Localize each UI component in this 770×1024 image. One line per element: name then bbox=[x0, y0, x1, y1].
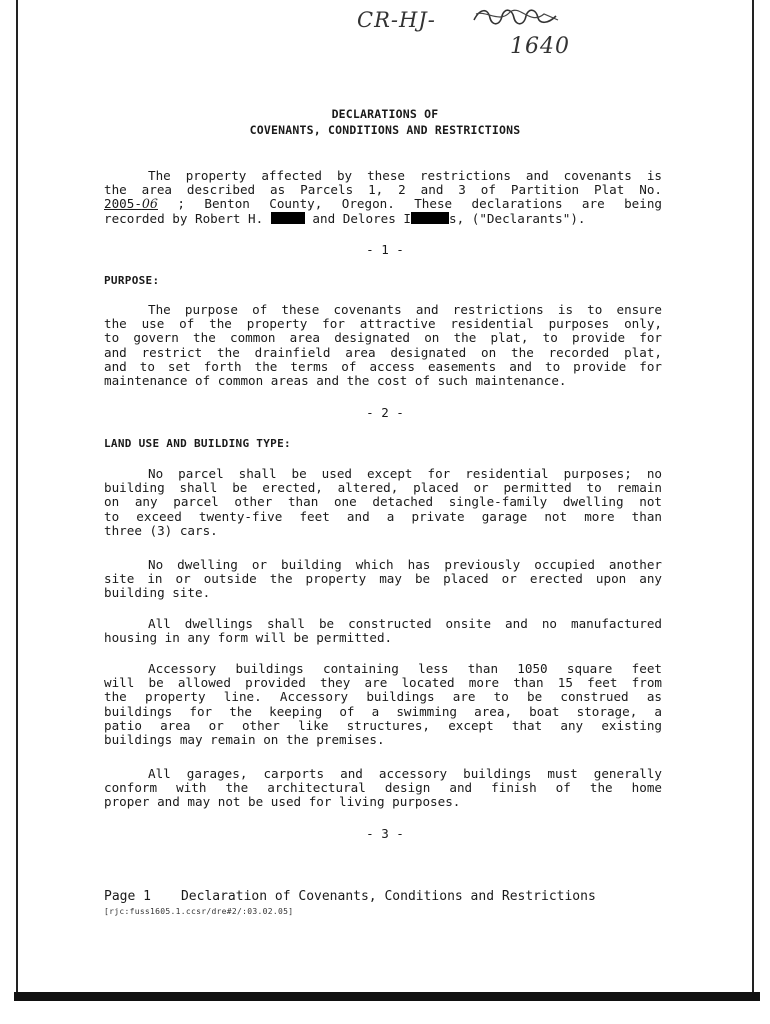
redaction-block bbox=[411, 212, 449, 224]
text-segment: ; Benton County, Oregon. These declarations are being bbox=[177, 197, 662, 212]
text-line: building shall be erected, altered, placed or permitted to remain bbox=[104, 481, 662, 496]
text-line: All dwellings shall be constructed onsite and no manufactured bbox=[148, 617, 662, 631]
text-line: maintenance of common areas and the cost of such maintenance. bbox=[104, 374, 567, 389]
text-line: No dwelling or building which has previously occupied another bbox=[148, 558, 662, 572]
text-line: will be allowed provided they are located more than 15 feet from bbox=[104, 676, 662, 691]
handwritten-scribble-icon bbox=[470, 6, 562, 28]
handwritten-record-number: CR-HJ- bbox=[357, 8, 436, 32]
text-line bbox=[104, 197, 662, 211]
purpose-paragraph bbox=[104, 303, 662, 388]
text-line: patio area or other like structures, except that any existing bbox=[104, 718, 662, 733]
text-line: The property affected by these restrictions and covenants is bbox=[148, 169, 662, 183]
text-line: No parcel shall be used except for residential purposes; no bbox=[148, 467, 662, 481]
section-number: - 3 - bbox=[366, 826, 404, 841]
text-line: buildings may remain on the premises. bbox=[104, 733, 385, 748]
text-line: proper and may not be used for living purposes. bbox=[104, 795, 461, 810]
text-line: building site. bbox=[104, 586, 211, 601]
section-number: - 1 - bbox=[366, 242, 404, 257]
land-use-paragraph-2 bbox=[104, 558, 662, 601]
text-line: All garages, carports and accessory buildings must generally bbox=[148, 767, 662, 781]
page-footer bbox=[104, 889, 596, 904]
text-line: The purpose of these covenants and restrictions is to ensure bbox=[148, 303, 662, 317]
page-number: Page 1 bbox=[104, 889, 151, 904]
text-line: and restrict the drainfield area designated on the recorded plat, bbox=[104, 345, 662, 360]
text-line: the area described as Parcels 1, 2 and 3 of Partition Plat No. bbox=[104, 183, 662, 198]
text-line: Accessory buildings containing less than 1050 square feet bbox=[148, 662, 662, 676]
text-line: conform with the architectural design and finish of the home bbox=[104, 781, 662, 796]
text-line: to govern the common area designated on the plat, to provide for bbox=[104, 331, 662, 346]
land-use-paragraph-1 bbox=[104, 467, 662, 538]
footer-title: Declaration of Covenants, Conditions and Restrictions bbox=[180, 889, 596, 904]
text-segment: recorded by Robert H. bbox=[104, 211, 264, 226]
scan-bottom-edge bbox=[14, 992, 760, 1001]
document-subtitle: COVENANTS, CONDITIONS AND RESTRICTIONS bbox=[249, 123, 521, 137]
section-heading-purpose: PURPOSE: bbox=[104, 274, 160, 287]
handwritten-plat-number: 06 bbox=[141, 197, 158, 212]
land-use-paragraph-3 bbox=[104, 617, 662, 645]
section-number: - 2 - bbox=[366, 405, 404, 420]
text-line: housing in any form will be permitted. bbox=[104, 631, 393, 646]
text-segment: and Delores I bbox=[312, 211, 411, 226]
text-line: three (3) cars. bbox=[104, 523, 218, 538]
plat-number-prefix: 2005- bbox=[104, 197, 142, 212]
text-line: buildings for the keeping of a swimming area, boat storage, a bbox=[104, 704, 662, 719]
text-line: to exceed twenty-five feet and a private garage not more than bbox=[104, 509, 662, 524]
document-title: DECLARATIONS OF bbox=[331, 107, 439, 121]
redaction-block bbox=[271, 212, 305, 224]
land-use-paragraph-5 bbox=[104, 767, 662, 810]
section-heading-land-use: LAND USE AND BUILDING TYPE: bbox=[104, 437, 291, 450]
text-segment: s, ("Declarants"). bbox=[449, 211, 586, 226]
land-use-paragraph-4 bbox=[104, 662, 662, 747]
text-line: the property line. Accessory buildings are to be construed as bbox=[104, 690, 662, 705]
intro-paragraph bbox=[104, 169, 662, 226]
text-line bbox=[104, 212, 662, 226]
handwritten-page-number: 1640 bbox=[510, 34, 570, 59]
text-line: site in or outside the property may be placed or erected upon any bbox=[104, 572, 662, 587]
text-line: the use of the property for attractive residential purposes only, bbox=[104, 317, 662, 332]
text-line: on any parcel other than one detached single-family dwelling not bbox=[104, 495, 662, 510]
footer-file-code: [rjc:fuss1605.1.ccsr/dre#2/:03.02.05] bbox=[104, 907, 294, 916]
text-line: and to set forth the terms of access easements and to provide for bbox=[104, 359, 662, 374]
